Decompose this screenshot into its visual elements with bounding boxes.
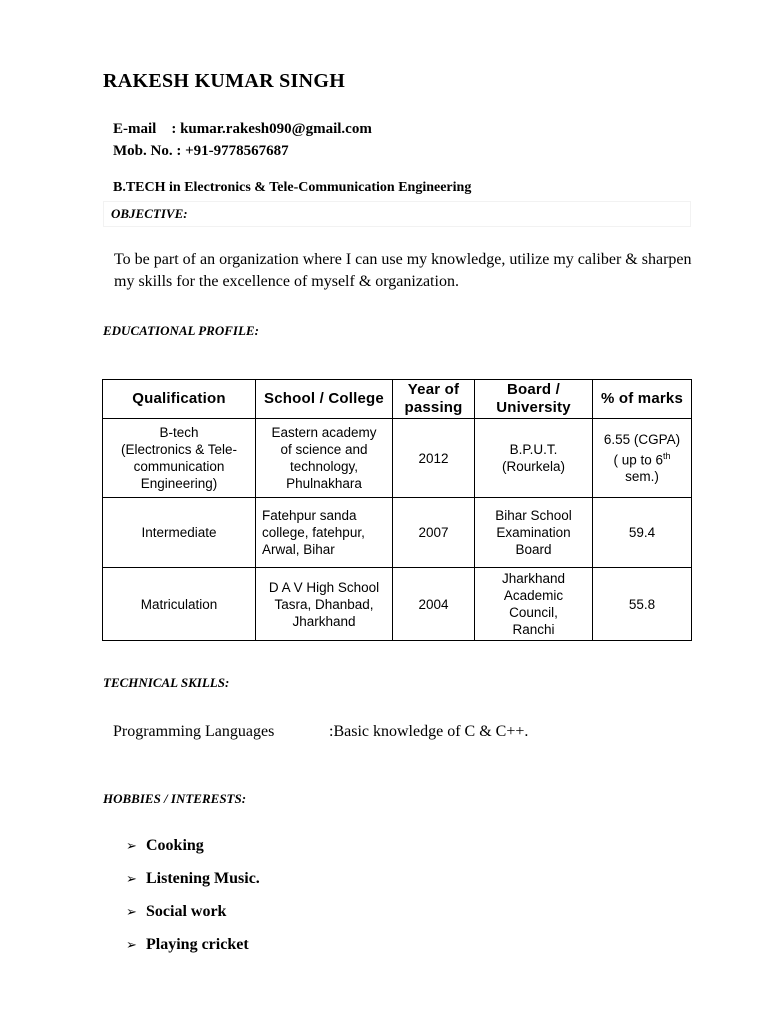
cell-line: 6.55 (CGPA) bbox=[603, 431, 681, 447]
cell-line: college, fatehpur, bbox=[262, 525, 365, 540]
list-item bbox=[126, 835, 260, 868]
hobby-label: Social work bbox=[146, 903, 227, 920]
cell-line: B-tech bbox=[159, 425, 199, 440]
table-row bbox=[103, 498, 692, 568]
board-cell bbox=[475, 498, 593, 568]
column-header: School / College bbox=[256, 380, 393, 419]
email-value: : kumar.rakesh090@gmail.com bbox=[171, 121, 372, 137]
arrow-bullet-icon: ➢ bbox=[126, 839, 137, 854]
cell-line: D A V High School bbox=[268, 579, 380, 595]
cell-line: technology, bbox=[289, 459, 359, 474]
objective-heading-box bbox=[103, 201, 691, 227]
cell-line: Jharkhand bbox=[292, 613, 356, 629]
cell-line: Fatehpur sanda bbox=[262, 508, 357, 523]
education-table bbox=[102, 379, 692, 641]
degree-line: B.TECH in Electronics & Tele-Communication Engineering bbox=[113, 180, 472, 195]
arrow-bullet-icon: ➢ bbox=[126, 872, 137, 887]
mobile-value: +91-9778567687 bbox=[185, 143, 289, 159]
column-header: Year of passing bbox=[393, 380, 475, 419]
column-header: % of marks bbox=[593, 380, 692, 419]
hobby-label: Playing cricket bbox=[146, 936, 249, 953]
column-header: Board / University bbox=[475, 380, 593, 419]
arrow-bullet-icon: ➢ bbox=[126, 938, 137, 953]
programming-value: :Basic knowledge of C & C++. bbox=[329, 723, 529, 740]
school-cell bbox=[256, 568, 393, 641]
year-cell: 2004 bbox=[393, 568, 475, 641]
mobile-line bbox=[113, 143, 289, 160]
hobby-label: Listening Music. bbox=[146, 870, 260, 887]
marks-cell: 59.4 bbox=[593, 498, 692, 568]
school-cell bbox=[256, 419, 393, 498]
cell-line: Tasra, Dhanbad, bbox=[274, 596, 374, 612]
cell-line: Ranchi bbox=[512, 622, 555, 637]
education-heading: EDUCATIONAL PROFILE: bbox=[103, 323, 259, 338]
cell-line: Council, bbox=[509, 605, 558, 620]
cell-line: Academic bbox=[503, 588, 564, 603]
candidate-name: RAKESH KUMAR SINGH bbox=[103, 70, 346, 92]
cell-line: Bihar School bbox=[495, 508, 572, 523]
cell-line: Engineering) bbox=[140, 476, 218, 491]
objective-text: To be part of an organization where I can use my knowledge, utilize my caliber & sharpen my skills for the excellence of myself & organization. bbox=[114, 251, 692, 290]
table-row bbox=[103, 568, 692, 641]
cell-line: B.P.U.T. bbox=[509, 442, 558, 457]
cell-line: Board bbox=[515, 542, 552, 557]
hobbies-list bbox=[126, 835, 260, 967]
arrow-bullet-icon: ➢ bbox=[126, 905, 137, 920]
list-item bbox=[126, 934, 260, 967]
year-cell: 2012 bbox=[393, 419, 475, 498]
cell-line: of science and bbox=[280, 442, 368, 457]
cell-line: communication bbox=[133, 459, 225, 474]
cell-line: Phulnakhara bbox=[286, 476, 362, 491]
qualification-cell: Matriculation bbox=[103, 568, 256, 641]
table-row bbox=[103, 419, 692, 498]
cell-line: Eastern academy bbox=[271, 425, 377, 440]
marks-superscript: th bbox=[663, 450, 671, 461]
board-cell bbox=[475, 419, 593, 498]
list-item bbox=[126, 901, 260, 934]
qualification-cell bbox=[103, 419, 256, 498]
hobbies-heading: HOBBIES / INTERESTS: bbox=[103, 791, 247, 806]
cell-line: (Electronics & Tele- bbox=[120, 442, 238, 457]
email-line bbox=[113, 121, 372, 138]
qualification-cell: Intermediate bbox=[103, 498, 256, 568]
board-cell bbox=[475, 568, 593, 641]
marks-cell bbox=[593, 419, 692, 498]
technical-skills-heading: TECHNICAL SKILLS: bbox=[103, 675, 230, 690]
programming-label: Programming Languages bbox=[113, 723, 275, 740]
cell-line: Arwal, Bihar bbox=[262, 542, 335, 557]
marks-cell: 55.8 bbox=[593, 568, 692, 641]
list-item bbox=[126, 868, 260, 901]
cell-line: sem.) bbox=[625, 469, 659, 485]
cell-line: (Rourkela) bbox=[501, 459, 566, 474]
email-label: E-mail bbox=[113, 121, 157, 137]
objective-heading: OBJECTIVE: bbox=[111, 206, 188, 221]
column-header: Qualification bbox=[103, 380, 256, 419]
cell-line bbox=[596, 448, 688, 469]
year-cell: 2007 bbox=[393, 498, 475, 568]
hobby-label: Cooking bbox=[146, 837, 204, 854]
cell-line: Jharkhand bbox=[501, 571, 566, 586]
marks-text: ( up to 6 bbox=[613, 452, 663, 468]
table-header-row bbox=[103, 380, 692, 419]
mobile-label: Mob. No. : bbox=[113, 143, 182, 159]
cell-line: Examination bbox=[496, 525, 571, 540]
school-cell bbox=[256, 498, 393, 568]
